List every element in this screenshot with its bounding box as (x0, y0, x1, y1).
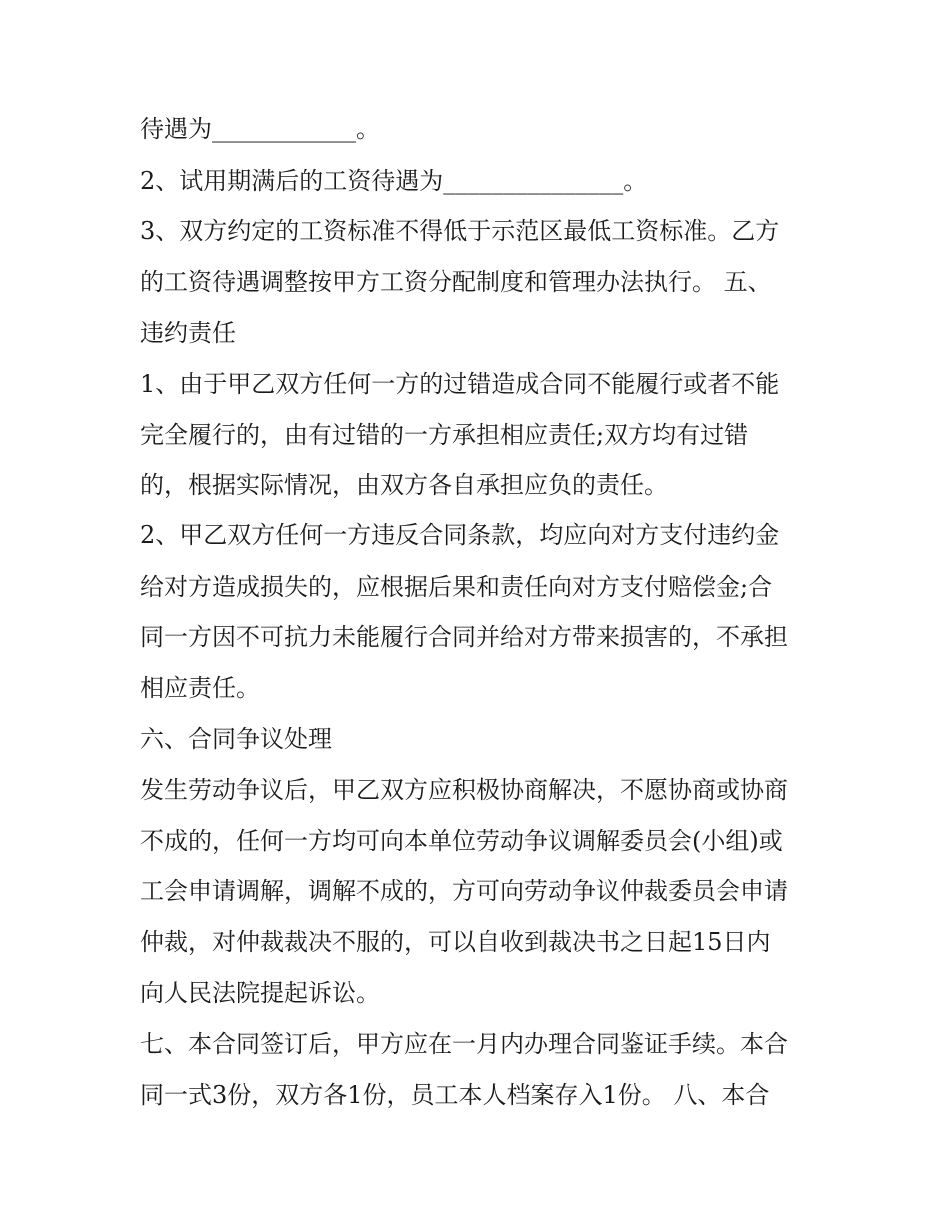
text-line: 同一方因不可抗力未能履行合同并给对方带来损害的，不承担 (140, 623, 788, 651)
text-line: 向人民法院提起诉讼。 (140, 979, 380, 1007)
text-line: 不成的，任何一方均可向本单位劳动争议调解委员会(小组)或 (140, 827, 783, 855)
text-line: 2、试用期满后的工资待遇为_______________。 (140, 167, 648, 195)
text-line: 1、由于甲乙双方任何一方的过错造成合同不能履行或者不能 (140, 370, 780, 398)
text-line: 的，根据实际情况，由双方各自承担应负的责任。 (140, 471, 668, 499)
text-line: 完全履行的，由有过错的一方承担相应责任;双方均有过错 (140, 421, 749, 449)
text-line: 2、甲乙双方任何一方违反合同条款，均应向对方支付违约金 (140, 521, 780, 549)
text-line: 工会申请调解，调解不成的，方可向劳动争议仲裁委员会申请 (140, 877, 788, 905)
text-line: 3、双方约定的工资标准不得低于示范区最低工资标准。乙方 (140, 217, 780, 245)
text-line: 七、本合同签订后，甲方应在一月内办理合同鉴证手续。本合 (140, 1030, 788, 1058)
text-line: 给对方造成损失的，应根据后果和责任向对方支付赔偿金;合 (140, 573, 773, 601)
text-line: 相应责任。 (140, 674, 260, 702)
section-heading: 六、合同争议处理 (140, 725, 332, 753)
text-line: 仲裁，对仲裁裁决不服的，可以自收到裁决书之日起15日内 (140, 928, 771, 956)
text-line: 同一式3份，双方各1份，员工本人档案存入1份。 八、本合 (140, 1081, 770, 1109)
text-line: 待遇为____________。 (140, 115, 380, 143)
text-line: 发生劳动争议后，甲乙双方应积极协商解决，不愿协商或协商 (140, 776, 788, 804)
text-line: 的工资待遇调整按甲方工资分配制度和管理办法执行。 五、 (140, 268, 772, 296)
section-heading: 违约责任 (140, 319, 236, 347)
